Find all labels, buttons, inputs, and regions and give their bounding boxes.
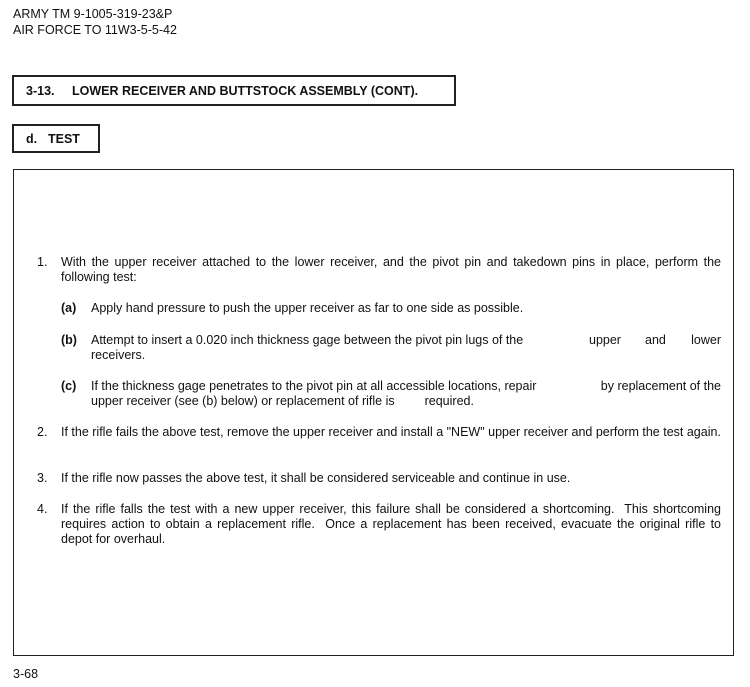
step-number: 4. <box>37 502 48 516</box>
substep-text: by replacement of the <box>600 379 721 393</box>
step-number: 1. <box>37 255 48 269</box>
substep-label: (c) <box>61 379 77 393</box>
step-number: 2. <box>37 425 48 439</box>
subsection-letter: d. <box>26 132 38 146</box>
section-heading <box>12 75 456 106</box>
step-text: With the upper receiver attached to the lower receiver, and the pivot pin and takedown pins in place, perform the following test: <box>61 255 721 284</box>
substep-b <box>61 333 721 365</box>
substep-text: receivers. <box>91 348 146 362</box>
step-text: If the rifle now passes the above test, it shall be considered serviceable and continue in use. <box>61 471 571 485</box>
subsection-title: TEST <box>48 132 80 146</box>
section-number: 3-13. <box>26 84 55 98</box>
substep-text: If the thickness gage penetrates to the pivot pin at all accessible locations, repair <box>91 379 537 393</box>
step-text: If the rifle fails the above test, remove the upper receiver and install a "NEW" upper receiver and perform the test again. <box>61 425 721 439</box>
substep-text: lower <box>691 333 721 347</box>
substep-text: upper <box>589 333 621 347</box>
subsection-heading <box>12 124 100 153</box>
substep-label: (a) <box>61 301 77 315</box>
test-procedure-frame <box>13 169 734 656</box>
substep-text: Attempt to insert a 0.020 inch thickness gage between the pivot pin lugs of the <box>91 333 524 347</box>
doc-id-army: ARMY TM 9-1005-319-23&P <box>13 7 173 21</box>
section-title: LOWER RECEIVER AND BUTTSTOCK ASSEMBLY (CONT). <box>72 84 419 98</box>
step-text: If the rifle falls the test with a new upper receiver, this failure shall be considered a shortcoming. This shortcoming requires action to obtain a replacement rifle. Once a replacement has been received, evacuate the original rifle to depot for overhaul. <box>61 502 725 546</box>
substep-text: required. <box>424 394 474 408</box>
substep-text: upper receiver (see (b) below) or replacement of rifle is <box>91 394 395 408</box>
substep-text: and <box>645 333 666 347</box>
step-number: 3. <box>37 471 48 485</box>
doc-id-air-force: AIR FORCE TO 11W3-5-5-42 <box>13 23 177 37</box>
substep-c <box>61 379 721 411</box>
page-number: 3-68 <box>13 667 39 681</box>
substep-label: (b) <box>61 333 77 347</box>
substep-text: Apply hand pressure to push the upper receiver as far to one side as possible. <box>91 301 524 315</box>
